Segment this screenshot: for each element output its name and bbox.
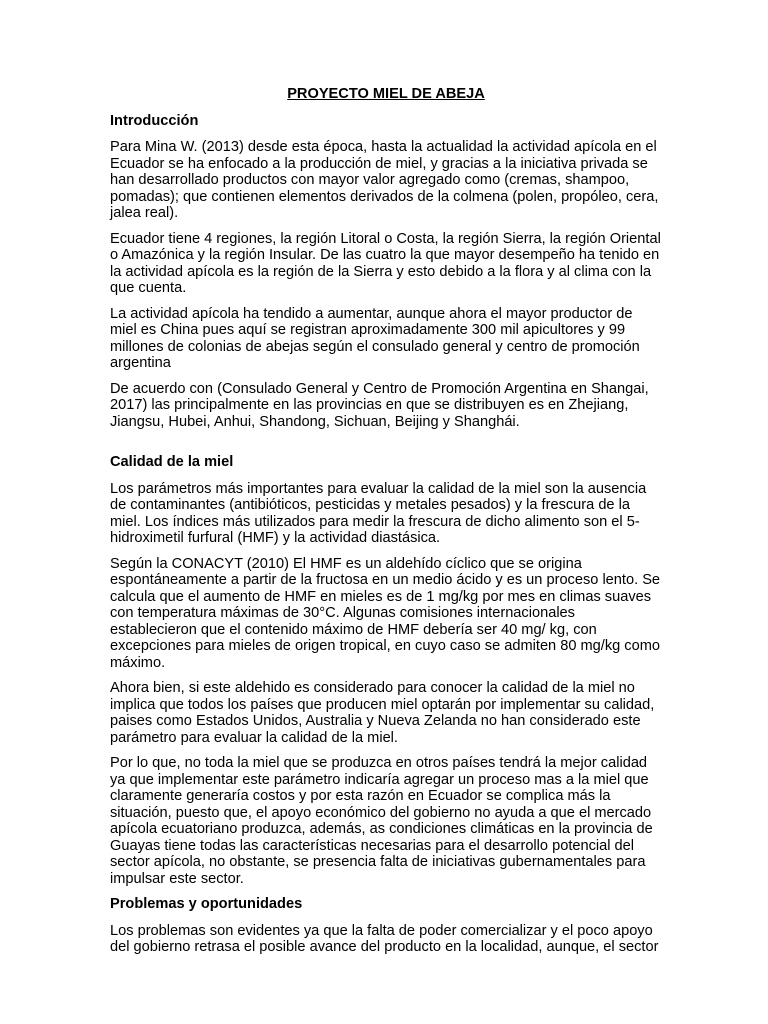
paragraph: Ecuador tiene 4 regiones, la región Litoral o Costa, la región Sierra, la región Oriental o Amazónica y la región Insular. De las cuatro la que mayor desempeño ha tenido en la actividad apícola es la región de la Sierra y esto debido a la flora y al clima con la que cuenta.	[110, 230, 661, 296]
section-heading-calidad: Calidad de la miel	[110, 454, 234, 470]
document-title: PROYECTO MIEL DE ABEJA	[287, 86, 485, 102]
paragraph: Los parámetros más importantes para evaluar la calidad de la miel son la ausencia de contaminantes (antibióticos, pesticidas y metales pesados) y la frescura de la miel. Los índices más utilizados para medir la frescura de dicho alimento son el 5-hidroximetil furfural (HMF) y la actividad diastásica.	[110, 480, 647, 546]
paragraph: Para Mina W. (2013) desde esta época, hasta la actualidad la actividad apícola en el Ecuador se ha enfocado a la producción de miel, y gracias a la iniciativa privada se han desarrollado productos con mayor valor agregado como (cremas, shampoo, pomadas); que contienen elementos derivados de la colmena (polen, propóleo, cera, jalea real).	[110, 139, 659, 221]
document-body	[110, 86, 662, 965]
paragraph: La actividad apícola ha tendido a aumentar, aunque ahora el mayor productor de miel es China pues aquí se registran aproximadamente 300 mil apicultores y 99 millones de colonias de abejas según el consulado general y centro de promoción argentina	[110, 305, 640, 371]
paragraph: Ahora bien, si este aldehido es considerado para conocer la calidad de la miel no implica que todos los países que producen miel optarán por implementar su calidad, paises como Estados Unidos, Australia y Nueva Zelanda no han considerado este parámetro para evaluar la calidad de la miel.	[110, 680, 655, 746]
paragraph: Los problemas son evidentes ya que la falta de poder comercializar y el poco apoyo del gobierno retrasa el posible avance del producto en la localidad, aunque, el sector	[110, 922, 659, 955]
section-spacer	[110, 439, 662, 454]
paragraph: Por lo que, no toda la miel que se produzca en otros países tendrá la mejor calidad ya que implementar este parámetro indicaría agregar un proceso mas a la miel que claramente generaría costos y por esta razón en Ecuador se complica más la situación, puesto que, el apoyo económico del gobierno no ayuda a que el mercado apícola ecuatoriano produzca, además, as condiciones climáticas en la provincia de Guayas tiene todas las características necesarias para el desarrollo potencial del sector apícola, no obstante, se presencia falta de iniciativas gubernamentales para impulsar este sector.	[110, 755, 653, 887]
section-heading-introduccion: Introducción	[110, 112, 199, 129]
section-heading-problemas: Problemas y oportunidades	[110, 896, 303, 912]
paragraph: De acuerdo con (Consulado General y Centro de Promoción Argentina en Shangai, 2017) las principalmente en las provincias en que se distribuyen es en Zhejiang, Jiangsu, Hubei, Anhui, Shandong, Sichuan, Beijing y Shanghái.	[110, 380, 649, 430]
paragraph: Según la CONACYT (2010) El HMF es un aldehído cíclico que se origina espontáneamente a partir de la fructosa en un medio ácido y es un proceso lento. Se calcula que el aumento de HMF en mieles es de 1 mg/kg por mes en climas suaves con temperatura máximas de 30°C. Algunas comisiones internacionales establecieron que el contenido máximo de HMF debería ser 40 mg/ kg, con excepciones para mieles de origen tropical, en cuyo caso se admiten 80 mg/kg como máximo.	[110, 555, 661, 671]
